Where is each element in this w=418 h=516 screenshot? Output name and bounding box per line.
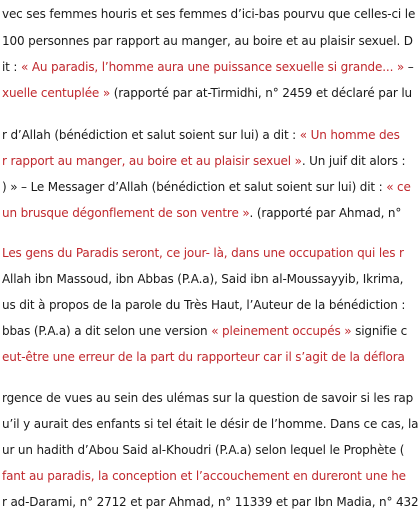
quote-segment: fant au paradis, la conception et l’accouchement en dureront une he	[2, 469, 406, 483]
text-segment: . Un juif dit alors :	[301, 154, 406, 168]
text-line	[2, 297, 405, 313]
text-segment: bbas (P.A.a) a dit selon une version	[2, 324, 212, 338]
text-segment: vec ses femmes houris et ses femmes d’ici-bas pourvu que celles-ci le	[2, 7, 416, 21]
text-segment: r ad-Darami, n° 2712 et par Ahmad, n° 11339 et par Ibn Madia, n° 432	[2, 495, 418, 509]
quote-segment: eut-être une erreur de la part du rapporteur car il s’agit de la déflora	[2, 350, 405, 364]
quote-segment: r rapport au manger, au boire et au plaisir sexuel »	[2, 154, 302, 168]
text-segment: r d’Allah (bénédiction et salut soient sur lui) a dit :	[2, 128, 300, 142]
text-line	[2, 205, 401, 221]
text-segment: signifie c	[351, 324, 408, 338]
text-line	[2, 390, 413, 406]
text-segment: (rapporté par at-Tirmidhi, n° 2459 et déclaré par lu	[110, 86, 412, 100]
text-line	[2, 153, 405, 169]
text-line	[2, 127, 400, 143]
text-line	[2, 323, 407, 339]
text-segment: us dit à propos de la parole du Très Haut, l’Auteur de la bénédiction :	[2, 298, 406, 312]
text-line	[2, 494, 418, 510]
text-segment: u’il y aurait des enfants si tel était le désir de l’homme. Dans ce cas, la	[2, 417, 418, 431]
quote-segment: Les gens du Paradis seront, ce jour- là, dans une occupation qui les r	[2, 246, 404, 260]
text-line	[2, 468, 406, 484]
text-line	[2, 349, 405, 365]
text-segment: it :	[2, 60, 21, 74]
text-line	[2, 6, 415, 22]
text-segment: ) » – Le Messager d’Allah (bénédiction et salut soient sur lui) dit :	[2, 180, 387, 194]
text-line	[2, 85, 412, 101]
text-line	[2, 245, 404, 261]
text-segment: –	[404, 60, 414, 74]
quote-segment: « Un homme des	[299, 128, 400, 142]
quote-segment: xuelle centuplée »	[2, 86, 111, 100]
text-line	[2, 416, 418, 432]
text-segment: . (rapporté par Ahmad, n°	[249, 206, 402, 220]
text-line	[2, 442, 404, 458]
text-segment: 100 personnes par rapport au manger, au boire et au plaisir sexuel. D	[2, 34, 413, 48]
quote-segment: « pleinement occupés »	[211, 324, 352, 338]
quote-segment: « ce	[386, 180, 411, 194]
text-segment: rgence de vues au sein des ulémas sur la question de savoir si les rap	[2, 391, 414, 405]
quote-segment: un brusque dégonflement de son ventre »	[2, 206, 250, 220]
text-segment: ur un hadith d’Abou Said al-Khoudri (P.A.a) selon lequel le Prophète (	[2, 443, 405, 457]
text-segment: Allah ibn Massoud, ibn Abbas (P.A.a), Said ibn al-Moussayyib, Ikrima,	[2, 272, 404, 286]
text-line	[2, 271, 403, 287]
text-line	[2, 59, 414, 75]
text-line	[2, 179, 411, 195]
text-line	[2, 33, 413, 49]
quote-segment: « Au paradis, l’homme aura une puissance sexuelle si grande... »	[20, 60, 405, 74]
